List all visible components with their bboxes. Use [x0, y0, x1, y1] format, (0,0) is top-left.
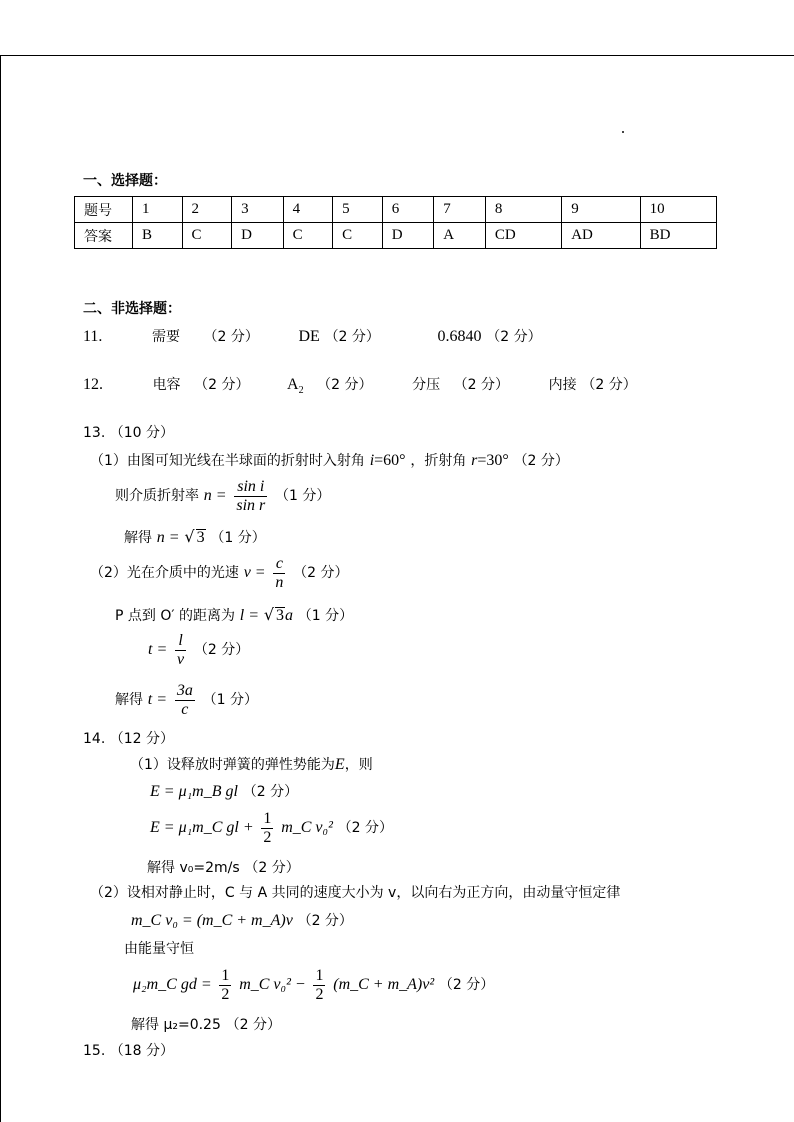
q14-energy-symbol: E — [334, 756, 345, 773]
answer-cell: C — [283, 223, 333, 249]
q14-part1-line — [130, 755, 373, 774]
q12-answer-3: 分压 — [412, 377, 441, 393]
q13-time-result-lhs: t = — [147, 691, 168, 708]
q14-mu2-result: 解得 μ₂=0.25 — [131, 1017, 221, 1033]
fraction-denominator: v — [177, 650, 185, 668]
fraction-denominator: n — [275, 573, 284, 591]
fraction-denominator: 2 — [221, 985, 230, 1003]
q14-v0-score: （2 分） — [244, 860, 300, 876]
fraction-numerator: 1 — [221, 966, 230, 984]
q13-distance-text: P 点到 O′ 的距离为 — [115, 608, 235, 624]
q13-result-lhs: n = — [156, 529, 180, 546]
q13-time-formula-line — [148, 630, 249, 669]
fraction-numerator: sin i — [234, 478, 267, 497]
q14-momentum-line — [131, 911, 353, 930]
q13-speed-score: （2 分） — [293, 565, 349, 581]
number-cell: 7 — [434, 197, 486, 223]
answer-cell: C — [182, 223, 232, 249]
q11-score-3: （2 分） — [486, 329, 542, 345]
q13-index-fraction — [234, 478, 267, 515]
q13-index-lhs: n = — [203, 487, 227, 504]
q13-incidence-symbol: i — [369, 452, 375, 469]
q13-result-score: （1 分） — [210, 530, 266, 546]
answer-cell: AD — [562, 223, 640, 249]
section1-title: 一、选择题： — [83, 173, 167, 189]
answer-cell: CD — [485, 223, 561, 249]
radical-sign: √ — [184, 527, 195, 546]
fraction-numerator: 3a — [176, 681, 193, 699]
q14-mu2-result-line — [131, 1015, 281, 1034]
answer-cell: A — [434, 223, 486, 249]
q14-eq1-line — [150, 782, 298, 801]
fraction-numerator: c — [273, 555, 285, 574]
fraction-denominator: 2 — [263, 828, 272, 846]
q13-time-result-text: 解得 — [115, 692, 143, 708]
q12-score-4: （2 分） — [581, 377, 637, 393]
q13-refraction-symbol: r — [471, 452, 478, 469]
q13-part1-text: （1）由图可知光线在半球面的折射时入射角 — [90, 453, 365, 469]
q13-distance-tail: a — [285, 607, 294, 624]
answer-cell: BD — [640, 223, 716, 249]
q13-time-result-fraction — [175, 682, 195, 719]
q13-title: 13. （10 分） — [83, 425, 174, 441]
q12-answer-2-base: A — [287, 376, 299, 393]
q12-answer-2 — [287, 376, 304, 397]
q13-distance-lhs: l = — [239, 607, 260, 624]
q13-speed-lhs: v = — [243, 564, 266, 581]
radical-sign: √ — [263, 605, 275, 624]
q14-part1-tail: ，则 — [344, 757, 373, 773]
q14-energy-eq-right: (m_C + m_A)v² — [333, 976, 435, 993]
q14-energy-eq-half-1 — [219, 967, 231, 1004]
q14-mu2-score: （2 分） — [225, 1017, 282, 1033]
fraction-denominator: 2 — [315, 985, 324, 1003]
answer-cell: D — [232, 223, 284, 249]
q14-momentum-score: （2 分） — [297, 913, 353, 929]
q13-time-result-score: （1 分） — [202, 692, 258, 708]
header-label-cell: 题号 — [75, 197, 133, 223]
q14-v0-result-line — [147, 858, 300, 877]
q13-part1-score: （2 分） — [513, 453, 569, 469]
q14-part2-text: （2）设相对静止时，C 与 A 共同的速度大小为 v，以向右为正方向，由动量守恒定律 — [90, 885, 621, 901]
q13-index-score: （1 分） — [275, 488, 331, 504]
q14-eq2-right: m_C v₀² — [281, 819, 333, 836]
q13-part1-mid: ，折射角 — [410, 453, 467, 469]
q14-eq2-half — [261, 810, 273, 847]
q13-time-score: （2 分） — [193, 642, 250, 658]
answer-label-cell: 答案 — [75, 223, 133, 249]
q11-line — [83, 327, 542, 346]
q13-incidence-value: =60° — [374, 452, 406, 469]
q14-eq2-score: （2 分） — [337, 820, 394, 836]
number-cell: 10 — [640, 197, 716, 223]
q14-energy-eq-left: μ₂m_C gd = — [133, 976, 212, 993]
answer-cell: C — [333, 223, 383, 249]
q13-time-fraction — [175, 632, 186, 669]
multiple-choice-answer-table — [74, 196, 717, 249]
number-cell: 2 — [182, 197, 232, 223]
q11-score-2: （2 分） — [324, 329, 380, 345]
fraction-numerator: 1 — [263, 809, 272, 827]
q11-score-1: （2 分） — [203, 329, 259, 345]
number-cell: 4 — [283, 197, 333, 223]
q14-part1-text: （1）设释放时弹簧的弹性势能为 — [130, 757, 335, 773]
q13-speed-fraction — [273, 555, 285, 592]
fraction-numerator: 1 — [315, 966, 324, 984]
q11-answer-2: DE — [298, 328, 320, 345]
top-border-line — [0, 55, 794, 56]
number-cell: 6 — [382, 197, 434, 223]
q12-answer-2-subscript: 2 — [298, 385, 304, 397]
q12-answer-1: 电容 — [152, 377, 181, 393]
left-border-line — [0, 55, 1, 1122]
q13-time-result-line — [115, 680, 258, 719]
q14-eq1-score: （2 分） — [242, 784, 299, 800]
answer-cell: D — [382, 223, 434, 249]
q11-answer-3: 0.6840 — [437, 328, 482, 345]
q14-v0-result: 解得 v₀=2m/s — [147, 860, 240, 876]
fraction-numerator: l — [175, 632, 186, 651]
number-cell: 3 — [232, 197, 284, 223]
q13-result-text: 解得 — [124, 530, 152, 546]
q14-eq2-line — [150, 808, 393, 847]
q13-time-lhs: t = — [148, 641, 168, 658]
q14-energy-conservation-text: 由能量守恒 — [124, 941, 194, 957]
q13-part2-line — [90, 553, 349, 592]
q11-number: 11. — [83, 328, 103, 345]
q13-index-result-line — [124, 528, 266, 547]
q12-number: 12. — [83, 376, 103, 393]
q13-index-text: 则介质折射率 — [115, 488, 199, 504]
q13-distance-root — [264, 607, 285, 624]
q13-part2-text: （2）光在介质中的光速 — [90, 565, 239, 581]
q13-part1-line — [90, 451, 569, 470]
q13-refraction-value: =30° — [477, 452, 509, 469]
radicand: 3 — [276, 607, 285, 624]
number-cell: 8 — [485, 197, 561, 223]
q15-title: 15. （18 分） — [83, 1043, 174, 1059]
q12-score-2: （2 分） — [317, 377, 373, 393]
q14-eq1: E = μ₁m_B gl — [150, 783, 238, 800]
table-row-question-numbers — [75, 197, 717, 223]
section2-title: 二、非选择题： — [83, 301, 181, 317]
number-cell: 1 — [133, 197, 183, 223]
q12-line — [83, 375, 637, 400]
table-row-answers — [75, 223, 717, 249]
q14-energy-eq-line — [133, 965, 494, 1004]
q12-score-3: （2 分） — [453, 377, 510, 393]
number-cell: 5 — [333, 197, 383, 223]
q13-result-root — [184, 529, 205, 546]
stray-dot — [622, 131, 624, 133]
q14-momentum-eq: m_C v₀ = (m_C + m_A)v — [131, 912, 293, 929]
fraction-denominator: sin r — [236, 496, 266, 514]
q11-answer-1: 需要 — [151, 329, 180, 345]
q14-title: 14. （12 分） — [83, 731, 174, 747]
q12-answer-4: 内接 — [548, 377, 577, 393]
number-cell: 9 — [562, 197, 640, 223]
answer-cell: B — [133, 223, 183, 249]
q14-eq2-left: E = μ₁m_C gl + — [150, 819, 254, 836]
fraction-denominator: c — [181, 700, 189, 718]
q14-energy-eq-half-2 — [313, 967, 325, 1004]
radicand: 3 — [196, 529, 205, 546]
q14-energy-eq-mid: m_C v₀² − — [239, 976, 306, 993]
q13-distance-score: （1 分） — [297, 608, 354, 624]
q14-energy-eq-score: （2 分） — [438, 977, 495, 993]
q12-score-1: （2 分） — [194, 377, 250, 393]
q13-distance-line — [115, 606, 353, 625]
q13-index-formula-line — [115, 476, 330, 515]
